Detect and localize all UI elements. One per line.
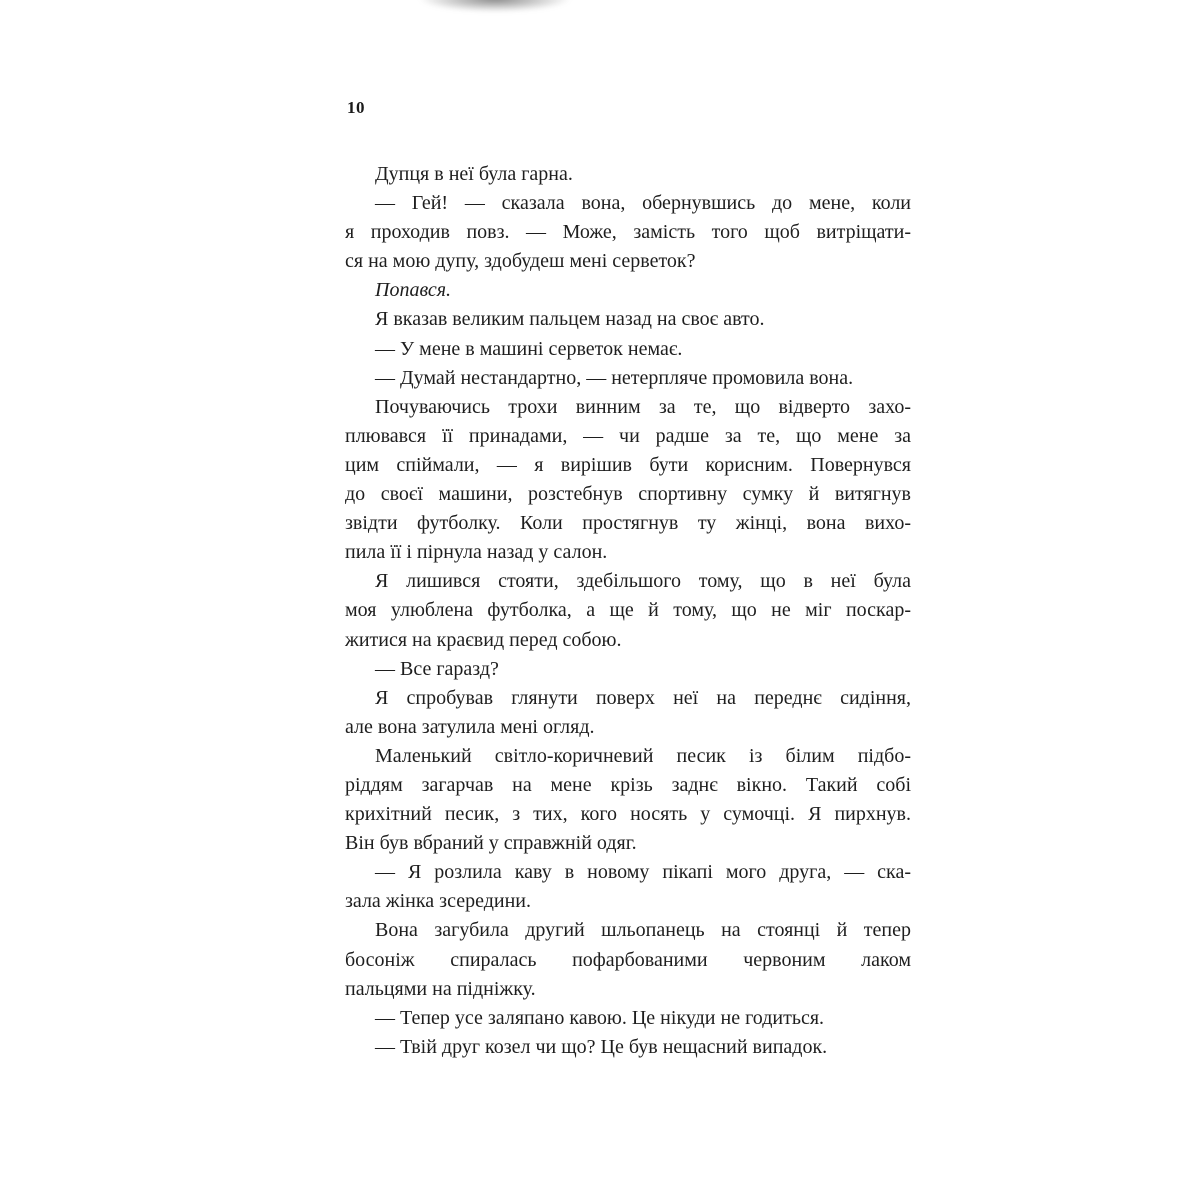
paragraph	[345, 1004, 911, 1033]
paragraph	[345, 335, 911, 364]
text-line: пальцями на підніжку.	[345, 977, 536, 1000]
text-line: — У мене в машині серветок немає.	[375, 337, 683, 360]
text-line: — Тепер усе заляпано кавою. Це нікуди не годиться.	[375, 1006, 825, 1029]
text-line: босоніж спиралась пофарбованими червоним лаком	[345, 948, 911, 971]
text-line: ріддям загарчав на мене крізь заднє вікно. Такий собі	[345, 773, 911, 796]
text-line: крихітний песик, з тих, кого носять у сумочці. Я пирхнув.	[345, 803, 911, 826]
text-line: пила її і пірнула назад у салон.	[345, 541, 608, 564]
text-line: але вона затулила мені огляд.	[345, 715, 595, 738]
body-text	[345, 160, 911, 1062]
text-line: Я лишився стояти, здебільшого тому, що в неї була	[375, 570, 911, 593]
text-line: Попався.	[375, 279, 452, 302]
paragraph	[345, 742, 911, 858]
text-line: Я вказав великим пальцем назад на своє авто.	[375, 308, 765, 331]
text-line: Вона загубила другий шльопанець на стоянці й тепер	[375, 919, 911, 942]
text-line: Я спробував глянути поверх неї на переднє сидіння,	[375, 686, 911, 709]
paragraph	[345, 916, 911, 1003]
paragraph	[345, 189, 911, 276]
text-line: я проходив повз. — Може, замість того щоб витріщати-	[345, 221, 911, 244]
paragraph	[345, 1033, 911, 1062]
text-line: — Гей! — сказала вона, обернувшись до мене, коли	[375, 192, 911, 215]
paragraph	[345, 393, 911, 568]
paragraph	[345, 160, 911, 189]
paragraph	[345, 305, 911, 334]
text-line: — Думай нестандартно, — нетерпляче промовила вона.	[375, 366, 854, 389]
text-line: звідти футболку. Коли простягнув ту жінці, вона вихо-	[345, 512, 911, 535]
text-line: Він був вбраний у справжній одяг.	[345, 832, 637, 855]
text-line: житися на краєвид перед собою.	[345, 628, 622, 651]
paragraph	[345, 655, 911, 684]
text-line: ся на мою дупу, здобудеш мені серветок?	[345, 250, 696, 273]
text-line: — Все гаразд?	[375, 657, 499, 680]
text-line: Маленький світло-коричневий песик із білим підбо-	[375, 744, 911, 767]
text-line: моя улюблена футболка, а ще й тому, що не міг поскар-	[345, 599, 911, 622]
text-line: — Я розлила каву в новому пікапі мого друга, — ска-	[375, 861, 911, 884]
page-number: 10	[347, 98, 365, 117]
text-line: Почуваючись трохи винним за те, що відверто захо-	[375, 395, 911, 418]
text-line: зала жінка зсередини.	[345, 890, 531, 913]
paragraph	[345, 364, 911, 393]
text-line: цим спіймали, — я вирішив бути корисним. Повернувся	[345, 453, 911, 476]
paragraph	[345, 858, 911, 916]
text-line: Дупця в неї була гарна.	[375, 163, 573, 185]
paragraph	[345, 567, 911, 654]
scan-artifact	[420, 0, 570, 12]
text-line: до своєї машини, розстебнув спортивну сумку й витягнув	[345, 483, 911, 506]
text-line: — Твій друг козел чи що? Це був нещасний випадок.	[375, 1035, 828, 1058]
paragraph	[345, 276, 911, 305]
paragraph	[345, 684, 911, 742]
text-line: плювався її принадами, — чи радше за те, що мене за	[345, 424, 911, 447]
